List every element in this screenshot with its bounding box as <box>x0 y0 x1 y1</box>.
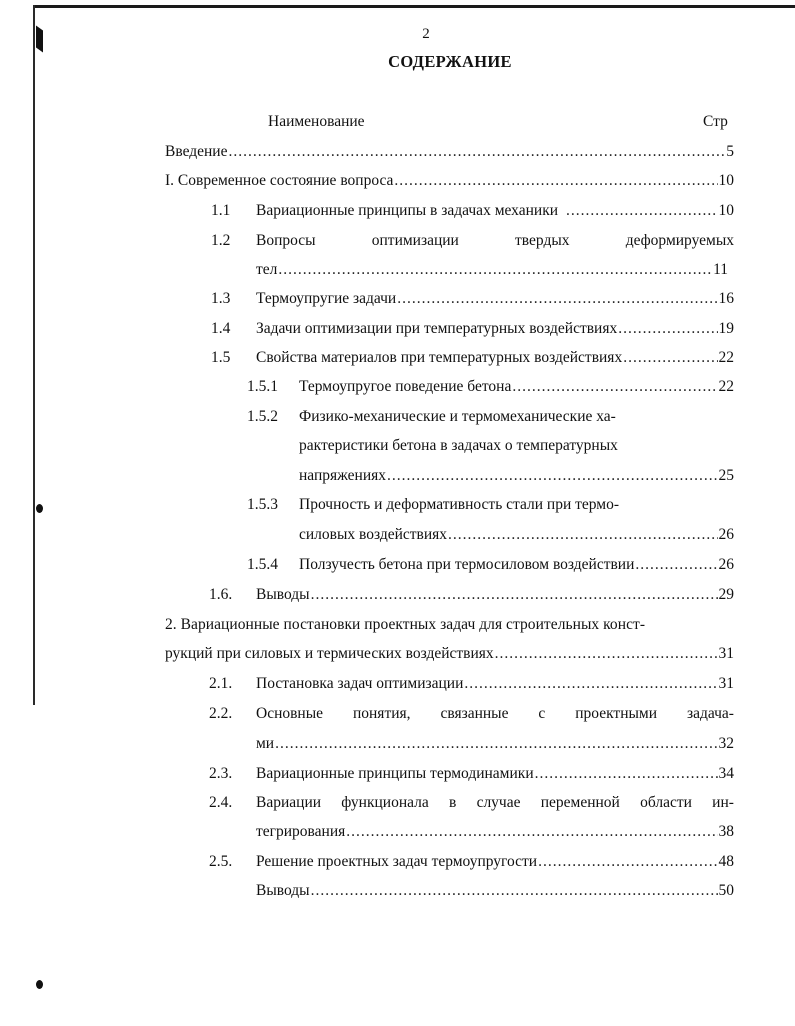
toc-entry-1-6 <box>256 584 734 606</box>
toc-entry-1-2-line1 <box>256 230 734 252</box>
toc-leader <box>228 141 725 163</box>
toc-number: 1.6. <box>209 586 233 603</box>
toc-number: 1.1 <box>211 202 231 219</box>
toc-entry-text: Введение <box>165 143 228 160</box>
toc-entry-1-4 <box>256 318 734 340</box>
toc-leader <box>635 554 717 576</box>
toc-word: ин- <box>712 794 734 811</box>
toc-number: 1.5.1 <box>247 378 278 395</box>
toc-entry-intro <box>165 141 734 163</box>
toc-entry-text: Задачи оптимизации при температурных воздействиях <box>256 320 618 337</box>
toc-entry-page: 25 <box>718 467 734 484</box>
toc-number: 2.5. <box>209 853 233 870</box>
toc-leader <box>464 673 717 695</box>
toc-entry-page: 26 <box>718 526 734 543</box>
toc-leader <box>346 821 717 843</box>
toc-entry-page: 38 <box>718 823 734 840</box>
toc-leader <box>566 200 717 222</box>
toc-entry-2-4-line2 <box>256 821 734 843</box>
toc-entry-text: Выводы <box>256 586 310 603</box>
toc-number: 2.3. <box>209 765 233 782</box>
toc-leader <box>623 347 717 369</box>
scan-mark-dot-bottom <box>36 980 43 989</box>
toc-entry-text: Решение проектных задач термоупругости <box>256 853 538 870</box>
toc-word: понятия, <box>352 705 411 722</box>
toc-leader <box>311 584 718 606</box>
toc-leader <box>387 465 718 487</box>
toc-word: с <box>538 705 546 722</box>
toc-word: задача- <box>686 705 734 722</box>
toc-entry-conclusions <box>256 880 734 902</box>
toc-leader <box>495 643 718 665</box>
toc-entry-text: Термоупругие задачи <box>256 290 397 307</box>
toc-entry-page: 11 <box>713 261 728 278</box>
toc-word: проектными <box>575 705 658 722</box>
toc-leader <box>394 170 717 192</box>
column-header-page: Стр <box>703 113 728 130</box>
toc-entry-text: I. Современное состояние вопроса <box>165 172 394 189</box>
toc-word: переменной <box>540 794 620 811</box>
toc-entry-1-2-line2 <box>256 259 728 281</box>
toc-leader <box>535 763 718 785</box>
toc-entry-page: 16 <box>718 290 734 307</box>
toc-word: оптимизации <box>371 232 459 249</box>
toc-entry-text: Постановка задач оптимизации <box>256 675 464 692</box>
toc-leader <box>618 318 717 340</box>
toc-entry-page: 22 <box>718 349 734 366</box>
toc-entry-1-5 <box>256 347 734 369</box>
scan-border-left <box>33 5 35 705</box>
toc-number: 1.2 <box>211 232 231 249</box>
page-title: СОДЕРЖАНИЕ <box>388 52 512 71</box>
toc-entry-2-5 <box>256 851 734 873</box>
toc-entry-text: Вариационные принципы в задачах механики <box>256 202 559 219</box>
toc-entry-page: 5 <box>726 143 734 160</box>
toc-entry-1-5-4 <box>299 554 734 576</box>
toc-entry-page: 10 <box>718 172 734 189</box>
toc-leader <box>275 733 717 755</box>
toc-entry-text: Термоупругое поведение бетона <box>299 378 512 395</box>
toc-word: Вариации <box>256 794 322 811</box>
toc-entry-page: 32 <box>718 735 734 752</box>
toc-entry-1-5-2-line2: рактеристики бетона в задачах о температурных <box>299 437 618 454</box>
toc-entry-text: рукций при силовых и термических воздействиях <box>165 645 494 662</box>
toc-entry-1-5-3-line2 <box>299 524 734 546</box>
toc-number: 2.2. <box>209 705 233 722</box>
toc-entry-page: 34 <box>718 765 734 782</box>
toc-leader <box>448 524 717 546</box>
toc-entry-chapter-1 <box>165 170 734 192</box>
toc-word: Вопросы <box>256 232 316 249</box>
toc-number: 1.5.3 <box>247 496 278 513</box>
toc-number: 1.5.2 <box>247 408 278 425</box>
toc-entry-text: силовых воздействиях <box>299 526 448 543</box>
scan-mark-dot-mid <box>36 504 43 513</box>
toc-entry-1-5-2-line1: Физико-механические и термомеханические ха- <box>299 408 616 425</box>
toc-number: 2.4. <box>209 794 233 811</box>
toc-entry-2-3 <box>256 763 734 785</box>
scan-border-top <box>34 5 795 8</box>
toc-entry-page: 19 <box>718 320 734 337</box>
toc-leader <box>278 259 712 281</box>
toc-word: области <box>640 794 692 811</box>
toc-entry-chapter-2-line2 <box>165 643 734 665</box>
toc-word: функционала <box>341 794 429 811</box>
toc-word: случае <box>476 794 521 811</box>
toc-number: 2.1. <box>209 675 233 692</box>
toc-entry-2-2-line1 <box>256 703 734 725</box>
toc-leader <box>512 376 717 398</box>
toc-number: 1.4 <box>211 320 231 337</box>
toc-entry-page: 31 <box>718 675 734 692</box>
toc-entry-page: 50 <box>718 882 734 899</box>
toc-word: деформируемых <box>625 232 734 249</box>
toc-entry-text: Свойства материалов при температурных воздействиях <box>256 349 623 366</box>
toc-word: в <box>449 794 457 811</box>
toc-entry-text: Выводы <box>256 882 310 899</box>
toc-number: 1.5.4 <box>247 556 278 573</box>
toc-entry-text: Ползучесть бетона при термосиловом воздействии <box>299 556 635 573</box>
toc-entry-1-5-3-line1: Прочность и деформативность стали при термо- <box>299 496 620 513</box>
toc-leader <box>311 880 718 902</box>
toc-entry-text: ми <box>256 735 275 752</box>
toc-number: 1.5 <box>211 349 231 366</box>
toc-entry-2-1 <box>256 673 734 695</box>
column-header-name: Наименование <box>268 113 365 130</box>
toc-entry-2-2-line2 <box>256 733 734 755</box>
toc-word: Основные <box>256 705 324 722</box>
toc-leader <box>397 288 717 310</box>
toc-entry-text: тегрирования <box>256 823 346 840</box>
toc-entry-page: 31 <box>718 645 734 662</box>
toc-leader <box>538 851 717 873</box>
toc-word: связанные <box>440 705 509 722</box>
toc-entry-chapter-2-line1: 2. Вариационные постановки проектных задач для строительных конст- <box>165 616 646 633</box>
toc-entry-1-1 <box>256 200 734 222</box>
toc-entry-page: 26 <box>718 556 734 573</box>
toc-entry-page: 10 <box>718 202 734 219</box>
page-number: 2 <box>422 26 430 42</box>
toc-entry-page: 48 <box>718 853 734 870</box>
toc-entry-text: тел <box>256 261 278 278</box>
toc-word: твердых <box>515 232 570 249</box>
toc-entry-2-4-line1 <box>256 792 734 814</box>
toc-number: 1.3 <box>211 290 231 307</box>
toc-entry-page: 22 <box>718 378 734 395</box>
toc-entry-text: Вариационные принципы термодинамики <box>256 765 534 782</box>
toc-entry-page: 29 <box>718 586 734 603</box>
toc-entry-1-5-2-line3 <box>299 465 734 487</box>
toc-entry-text: напряжениях <box>299 467 386 484</box>
toc-entry-1-5-1 <box>299 376 734 398</box>
toc-entry-1-3 <box>256 288 734 310</box>
